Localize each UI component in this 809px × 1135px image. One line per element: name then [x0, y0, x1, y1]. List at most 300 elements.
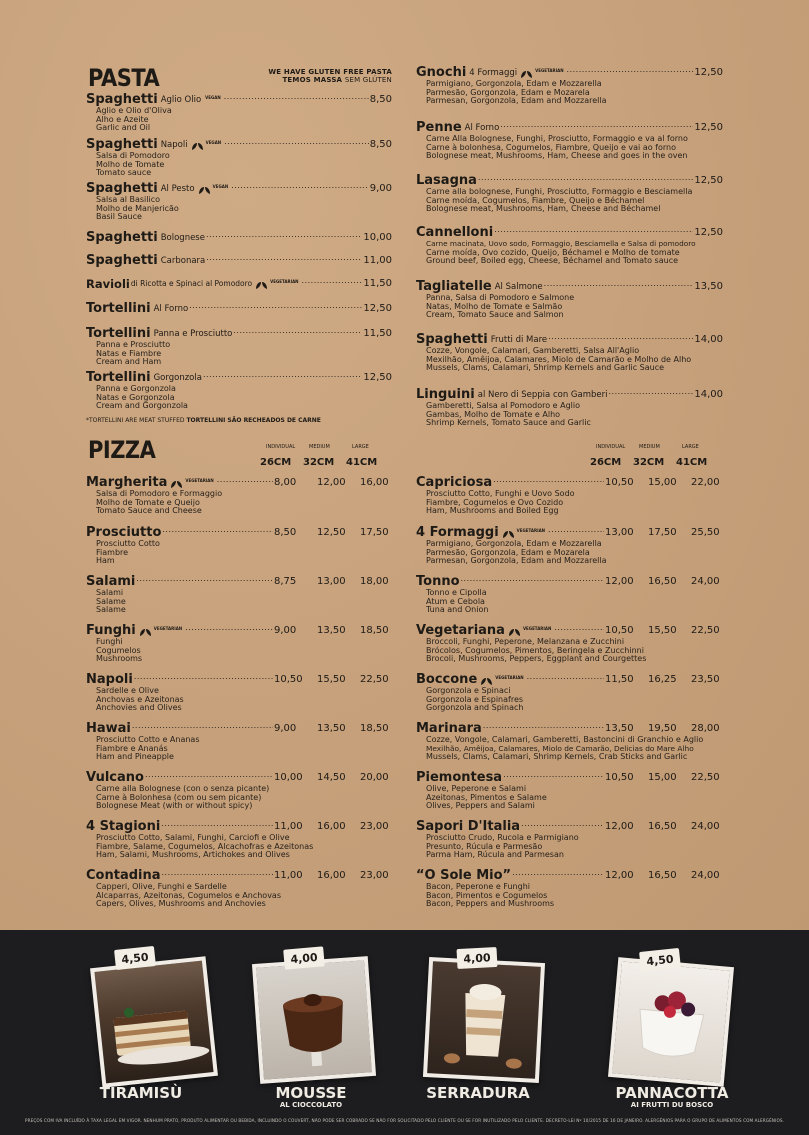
item-sub: al Nero di Seppia con Gamberi [477, 390, 608, 400]
item-desc-3: Mussels, Clams, Calamari, Shrimp Kernels, Crab Sticks and Garlic [426, 752, 688, 762]
item-desc-1: Parmigiano, Gorgonzola, Edam e Mozzarella [426, 539, 602, 548]
item-desc-1: Bacon, Peperone e Funghi [426, 882, 530, 891]
price-medium: 15,50 [317, 674, 346, 685]
item-name: Cannelloni [416, 225, 494, 240]
item-name: Linguini [416, 387, 475, 402]
item-desc-1: Panna e Gorgonzola [96, 384, 176, 393]
price-large: 18,50 [360, 625, 389, 636]
item-name: Tortellini [86, 370, 151, 385]
dot-leader [162, 866, 273, 880]
dot-leader [461, 572, 604, 586]
price-large: 23,00 [360, 870, 389, 881]
item-name: Ravioli [86, 277, 130, 291]
item-name: Napoli [86, 672, 133, 687]
item-desc-1: Panna, Salsa di Pomodoro e Salmone [426, 293, 575, 302]
item-desc-2: Natas, Molho de Tomate e Salmão [426, 301, 563, 311]
item-desc-1: Prosciutto Cotto, Funghi e Uovo Sodo [426, 489, 575, 498]
item-name: Vegetariana [416, 623, 505, 638]
item-sub: Al Forno [464, 123, 500, 133]
pizza-item [416, 869, 723, 909]
item-name: Margherita [86, 475, 168, 490]
item-desc-3: Tomato sauce [96, 168, 152, 178]
leaf-icon [480, 677, 493, 686]
item-sub: Napoli [160, 140, 188, 150]
price-medium: 12,50 [317, 527, 346, 538]
item-name: Hawai [86, 721, 131, 736]
price-large: 23,00 [360, 821, 389, 832]
dot-leader [203, 368, 362, 382]
item-desc-1: Cozze, Vongole, Calamari, Gamberetti, Bastoncini di Granchio e Aglio [426, 735, 704, 744]
price-medium: 13,50 [317, 723, 346, 734]
item-sub: Aglio Olio [160, 95, 202, 105]
item-desc-3: Capers, Olives, Mushrooms and Anchovies [96, 899, 266, 909]
item-desc-1: Sardelle e Olive [96, 686, 159, 695]
pizza-item [86, 722, 392, 762]
item-desc-3: Tuna and Onion [426, 605, 489, 615]
price-medium: 16,50 [648, 870, 677, 881]
item-desc-2: Molho de Tomate e Queijo [96, 497, 200, 507]
item-desc-3: Mushrooms [96, 654, 143, 664]
serradura-image [427, 961, 541, 1078]
item-desc-2: Molho de Tomate [96, 159, 165, 169]
dessert-name: SERRADURA [426, 1084, 530, 1102]
item-desc-2: Natas e Gorgonzola [96, 392, 175, 402]
pizza-item [416, 476, 723, 516]
dot-leader [548, 523, 604, 537]
item-name: Tagliatelle [416, 279, 492, 294]
item-desc-1: Salsa al Basilico [96, 195, 161, 204]
item-price: 13,50 [694, 281, 723, 292]
item-desc-1: Panna e Prosciutto [96, 340, 171, 349]
item-name: Spaghetti [86, 92, 158, 107]
vegan-label: VEGAN [205, 140, 222, 145]
mousse-photo [252, 956, 376, 1084]
price-individual: 8,50 [274, 527, 297, 538]
dot-leader [503, 768, 604, 782]
item-price: 12,50 [694, 122, 723, 133]
item-desc-2: Alcaparras, Azeitonas, Cogumelos e Anchovas [96, 890, 281, 900]
menu-item [86, 327, 392, 367]
item-desc-3: Ground beef, Boiled egg, Cheese, Béchamel and Tomato sauce [426, 256, 679, 266]
item-desc-2: Presunto, Rúcula e Parmesão [426, 841, 543, 851]
dot-leader [132, 719, 273, 733]
price-individual: 12,00 [605, 870, 634, 881]
item-desc-3: Cream and Gorgonzola [96, 401, 188, 411]
item-price: 12,50 [363, 303, 392, 314]
pizza-item [86, 869, 392, 909]
item-name: Spaghetti [86, 230, 158, 245]
dot-leader [145, 768, 273, 782]
item-name: Piemontesa [416, 770, 503, 785]
price-individual: 12,00 [605, 576, 634, 587]
price-medium: 16,50 [648, 821, 677, 832]
pizza-item [416, 820, 723, 860]
dot-leader [544, 277, 694, 291]
dot-leader [206, 251, 362, 265]
menu-item [86, 277, 392, 291]
item-name: Tortellini [86, 326, 151, 341]
dot-leader [478, 171, 693, 185]
item-desc-3: Tomato Sauce and Cheese [96, 506, 202, 516]
price-large: 18,00 [360, 576, 389, 587]
item-desc-3: Garlic and Oil [96, 123, 151, 133]
item-desc-1: Tonno e Cipolla [426, 588, 487, 597]
item-sub: Frutti di Mare [490, 335, 548, 345]
dessert-name: PANNACOTTA [615, 1084, 729, 1102]
price-medium: 16,50 [648, 576, 677, 587]
item-desc-1: Prosciutto Cotto e Ananas [96, 735, 200, 744]
item-desc-1: Carne alla Bolognese (con o senza picante) [96, 784, 270, 793]
item-desc-1: Gamberetti, Salsa al Pomodoro e Aglio [426, 401, 580, 410]
price-large: 24,00 [691, 576, 720, 587]
price-individual: 11,00 [274, 821, 303, 832]
menu-item [86, 138, 392, 178]
dessert-sub: AI FRUTTI DU BOSCO [630, 1101, 714, 1109]
item-desc-3: Mussels, Clams, Calamari, Shrimp Kernels and Garlic Sauce [426, 363, 665, 373]
dessert-name: TIRAMISÙ [99, 1084, 183, 1102]
price-large: 22,50 [691, 625, 720, 636]
price-large: 24,00 [691, 870, 720, 881]
price-medium: 15,50 [648, 625, 677, 636]
price-large: 16,00 [360, 477, 389, 488]
leaf-icon [198, 186, 211, 195]
item-desc-2: Brócolos, Cogumelos, Pimentos, Beringela e Zucchinni [426, 645, 644, 655]
item-price: 11,50 [363, 328, 392, 339]
item-desc-2: Natas e Fiambre [96, 348, 162, 358]
item-price: 14,00 [694, 334, 723, 345]
dot-leader [527, 670, 604, 684]
item-desc-2: Mexilhão, Amêijoa, Calamares, Miolo de Camarão, Delicias do Mare Alho [426, 743, 694, 753]
size-individual: INDIVIDUAL 26CM [590, 444, 626, 468]
item-desc-1: Carne Alla Bolognese, Funghi, Prosciutto, Formaggio e va al forno [426, 134, 688, 143]
item-desc-1: Gorgonzola e Spinaci [426, 686, 511, 695]
item-desc-3: Anchovies and Olives [96, 703, 182, 713]
price-medium: 16,25 [648, 674, 677, 685]
dot-leader [608, 385, 693, 399]
price-large: 28,00 [691, 723, 720, 734]
pizza-item [416, 526, 723, 566]
dot-leader [302, 274, 363, 288]
item-price: 10,00 [363, 232, 392, 243]
pizza-item [416, 673, 723, 713]
vegetarian-label: VEGETARIAN [185, 478, 214, 483]
menu-item [416, 388, 723, 428]
item-desc-1: Prosciutto Crudo, Rucola e Parmigiano [426, 833, 579, 842]
price-individual: 10,50 [605, 772, 634, 783]
item-desc-1: Salsa di Pomodoro [96, 151, 170, 160]
item-desc-2: Carne moída, Ovo cozido, Queijo, Béchamel e Molho de tomate [426, 247, 680, 257]
price-large: 24,00 [691, 821, 720, 832]
item-desc-2: Gambas, Molho de Tomate e Alho [426, 409, 561, 419]
item-sub: Al Salmone [494, 282, 543, 292]
item-desc-2: Parmesão, Gorgonzola, Edam e Mozarela [426, 547, 590, 557]
gluten-free-pt: TEMOS MASSA SEM GLÚTEN [282, 76, 392, 84]
dot-leader [512, 866, 604, 880]
pizza-item [416, 722, 723, 762]
item-desc-3: Olives, Peppers and Salami [426, 801, 535, 811]
price-individual: 13,50 [605, 723, 634, 734]
pizza-item [86, 820, 392, 860]
item-name: Spaghetti [86, 137, 158, 152]
item-name: Salami [86, 574, 136, 589]
pizza-item [86, 771, 392, 811]
dot-leader [134, 670, 273, 684]
price-individual: 10,50 [274, 674, 303, 685]
vegetarian-label: VEGETARIAN [153, 626, 183, 631]
vegetarian-label: VEGETARIAN [516, 528, 546, 533]
size-individual: INDIVIDUAL 26CM [260, 444, 296, 468]
menu-item [86, 254, 392, 268]
price-tag: 4,50 [639, 948, 681, 972]
dot-leader [500, 118, 693, 132]
item-desc-2: Atum e Cebola [426, 596, 485, 606]
price-large: 20,00 [360, 772, 389, 783]
dot-leader [554, 621, 604, 635]
item-desc-3: Ham, Mushrooms and Boiled Egg [426, 506, 559, 516]
menu-item [86, 231, 392, 245]
item-desc-1: Capperi, Olive, Funghi e Sardelle [96, 882, 227, 891]
item-price: 12,50 [694, 227, 723, 238]
dot-leader [162, 523, 273, 537]
item-desc-2: Gorgonzola e Espinafres [426, 694, 524, 704]
item-desc-1: Carne macinata, Uovo sodo, Formaggio, Besciamella e Salsa di pomodoro [426, 239, 696, 248]
item-desc-3: Parma Ham, Rúcula and Parmesan [426, 850, 564, 860]
item-price: 12,50 [694, 175, 723, 186]
item-desc-1: Prosciutto Cotto [96, 539, 160, 548]
pizza-sizes-right [590, 444, 719, 469]
price-medium: 13,00 [317, 576, 346, 587]
item-name: Tortellini [86, 301, 151, 316]
item-price: 11,00 [363, 255, 392, 266]
leaf-icon [520, 70, 533, 79]
pizza-item [86, 575, 392, 615]
price-individual: 9,00 [274, 723, 297, 734]
price-individual: 10,50 [605, 477, 634, 488]
price-individual: 11,50 [605, 674, 634, 685]
pizza-sizes-left [260, 444, 389, 469]
leaf-icon [191, 142, 204, 151]
item-desc-2: Anchovas e Azeitonas [96, 694, 184, 704]
vegetarian-label: VEGETARIAN [270, 279, 299, 284]
item-desc-2: Carne à Bolonhesa (com ou sem picante) [96, 792, 262, 802]
item-name: Prosciutto [86, 525, 162, 540]
item-desc-1: Funghi [96, 637, 123, 646]
price-individual: 8,75 [274, 576, 297, 587]
item-desc-3: Cream, Tomato Sauce and Salmon [426, 310, 564, 320]
dot-leader [136, 572, 273, 586]
item-desc-2: Salame [96, 596, 126, 606]
dot-leader [185, 621, 273, 635]
price-tag: 4,50 [114, 946, 156, 970]
dot-leader [217, 473, 273, 487]
item-desc-2: Mexilhão, Amêijoa, Calamares, Miolo de Camarão e Molho de Alho [426, 354, 692, 364]
item-desc-3: Gorgonzola and Spinach [426, 703, 524, 713]
dot-leader [233, 324, 362, 338]
price-individual: 13,00 [605, 527, 634, 538]
item-sub: Carbonara [160, 256, 206, 266]
pannacotta-image [612, 962, 729, 1083]
item-price: 11,50 [363, 278, 392, 289]
price-medium: 15,00 [648, 772, 677, 783]
dessert-name: MOUSSE [275, 1084, 347, 1102]
desserts-band [0, 930, 809, 1135]
item-name: Gnochi [416, 65, 467, 80]
item-name: Spaghetti [416, 332, 488, 347]
item-name: Vulcano [86, 770, 144, 785]
item-name: Spaghetti [86, 181, 158, 196]
price-medium: 15,00 [648, 477, 677, 488]
menu-item [86, 182, 392, 222]
dot-leader [224, 135, 369, 149]
item-price: 14,00 [694, 389, 723, 400]
item-desc-2: Fiambre e Ananás [96, 743, 168, 753]
price-large: 22,00 [691, 477, 720, 488]
mousse-image [256, 960, 372, 1079]
item-name: Contadina [86, 868, 161, 883]
menu-item [416, 121, 723, 161]
dot-leader [494, 223, 693, 237]
price-medium: 14,50 [317, 772, 346, 783]
pizza-item [416, 575, 723, 615]
price-large: 22,50 [360, 674, 389, 685]
item-desc-2: Fiambre, Salame, Cogumelos, Alcachofras e Azeitonas [96, 841, 314, 851]
item-desc-3: Parmesan, Gorgonzola, Edam and Mozzarella [426, 556, 607, 566]
price-individual: 11,00 [274, 870, 303, 881]
dot-leader [224, 90, 369, 104]
price-medium: 13,50 [317, 625, 346, 636]
menu-item [86, 302, 392, 316]
dot-leader [483, 719, 604, 733]
item-desc-1: Olive, Peperone e Salami [426, 784, 527, 793]
vegan-label: VEGAN [205, 95, 221, 100]
leaf-icon [508, 628, 521, 637]
item-name: Tonno [416, 574, 460, 589]
price-large: 18,50 [360, 723, 389, 734]
item-desc-2: Parmesão, Gorgonzola, Edam e Mozarela [426, 87, 590, 97]
item-desc-3: Bacon, Peppers and Mushrooms [426, 899, 555, 909]
item-desc-1: Broccoli, Funghi, Peperone, Melanzana e Zucchini [426, 637, 625, 646]
item-desc-2: Carne moída, Cogumelos, Fiambre, Queijo e Béchamel [426, 195, 645, 205]
item-desc-3: Bolognese Meat (with or without spicy) [96, 801, 253, 811]
serradura-photo [423, 957, 545, 1083]
pizza-item [86, 624, 392, 664]
price-tag: 4,00 [283, 946, 325, 969]
item-desc-3: Ham [96, 556, 115, 566]
item-sub: Gorgonzola [153, 373, 202, 383]
dot-leader [231, 179, 369, 193]
item-desc-3: Brocoli, Mushrooms, Peppers, Eggplant and Courgettes [426, 654, 647, 664]
gluten-free-en: WE HAVE GLUTEN FREE PASTA [268, 68, 392, 76]
menu-item [86, 371, 392, 411]
gluten-free-note [268, 68, 392, 84]
tiramisu-image [94, 961, 213, 1084]
item-name: Boccone [416, 672, 478, 687]
price-medium: 16,00 [317, 821, 346, 832]
pizza-title: PIZZA [88, 436, 156, 464]
item-desc-2: Cogumelos [96, 645, 141, 655]
item-desc-2: Azeitonas, Pimentos e Salame [426, 792, 547, 802]
pizza-item [86, 673, 392, 713]
leaf-icon [255, 281, 268, 290]
tiramisu-photo [90, 956, 218, 1087]
pizza-item [416, 624, 723, 664]
price-medium: 12,00 [317, 477, 346, 488]
vegetarian-label: VEGETARIAN [495, 675, 524, 680]
item-desc-2: Fiambre, Cogumelos e Ovo Cozido [426, 497, 564, 507]
item-sub: 4 Formaggi [469, 68, 518, 78]
item-name: 4 Stagioni [86, 819, 161, 834]
item-desc-3: Shrimp Kernels, Tomato Sauce and Garlic [426, 418, 591, 428]
pannacotta-photo [608, 957, 734, 1087]
item-price: 8,50 [369, 94, 392, 105]
legal-footer: PREÇOS COM IVA INCLUÍDO À TAXA LEGAL EM VIGOR. NENHUM PRATO, PRODUTO ALIMENTAR OU BEBIDA, INCLUINDO O COUVERT, NÃO PODE SER COBRADO SE NÃO FOR SOLICITADO PELO CLIENTE OU SE FOR INUTILIZADO PELO CLIENTE. DECRETO-LEI Nº 10/2015 DE 16 DE JANEIRO. ALERGÉNIOS PARA O GRUPO DE ALIMENTOS COM ALERGÉNIOS. [24, 1118, 785, 1123]
price-individual: 12,00 [605, 821, 634, 832]
item-price: 9,00 [369, 183, 392, 194]
price-individual: 8,00 [274, 477, 297, 488]
item-name: Lasagna [416, 173, 477, 188]
item-sub: di Ricotta e Spinaci al Pomodoro [130, 279, 253, 288]
item-desc-2: Molho de Manjericão [96, 203, 179, 213]
item-desc-1: Carne alla bolognese, Funghi, Prosciutto, Formaggio e Besciamella [426, 187, 693, 196]
price-medium: 16,00 [317, 870, 346, 881]
price-individual: 10,00 [274, 772, 303, 783]
item-sub: Al Forno [153, 304, 189, 314]
item-name: Penne [416, 120, 462, 135]
dot-leader [161, 817, 273, 831]
item-name: 4 Formaggi [416, 525, 499, 540]
price-medium: 19,50 [648, 723, 677, 734]
item-sub: Panna e Prosciutto [153, 329, 233, 339]
item-price: 12,50 [694, 67, 723, 78]
dot-leader [521, 817, 604, 831]
item-desc-2: Carne à bolonhesa, Cogumelos, Fiambre, Queijo e vai ao forno [426, 142, 676, 152]
dessert-sub: AL CIOCCOLATO [279, 1101, 343, 1109]
item-desc-3: Bolognese meat, Mushrooms, Ham, Cheese and Béchamel [426, 204, 661, 214]
item-desc-1: Parmigiano, Gorgonzola, Edam e Mozzarella [426, 79, 602, 88]
price-large: 17,50 [360, 527, 389, 538]
menu-item [416, 333, 723, 373]
item-desc-3: Salame [96, 605, 126, 615]
item-desc-3: Ham and Pineapple [96, 752, 174, 762]
price-large: 22,50 [691, 772, 720, 783]
item-name: Spaghetti [86, 253, 158, 268]
item-desc-1: Salsa di Pomodoro e Formaggio [96, 489, 223, 498]
item-price: 8,50 [369, 139, 392, 150]
dot-leader [206, 228, 362, 242]
dot-leader [548, 330, 693, 344]
item-desc-3: Basil Sauce [96, 212, 142, 222]
price-medium: 17,50 [648, 527, 677, 538]
item-desc-1: Salami [96, 588, 124, 597]
pizza-item [86, 476, 392, 516]
price-large: 23,50 [691, 674, 720, 685]
leaf-icon [139, 628, 152, 637]
menu-item [416, 226, 723, 266]
item-desc-1: Prosciutto Cotto, Salami, Funghi, Carciofi e Olive [96, 833, 290, 842]
dot-leader [567, 63, 694, 77]
item-sub: Bolognese [160, 233, 205, 243]
item-desc-2: Bacon, Pimentos e Cogumelos [426, 890, 548, 900]
price-individual: 9,00 [274, 625, 297, 636]
menu-item [86, 93, 392, 133]
menu-item [416, 174, 723, 214]
item-desc-2: Alho e Azeite [96, 114, 149, 124]
size-large: LARGE 41CM [346, 444, 378, 468]
vegetarian-label: VEGETARIAN [535, 68, 564, 73]
item-desc-3: Cream and Ham [96, 357, 162, 367]
leaf-icon [502, 530, 515, 539]
item-name: “O Sole Mio” [416, 868, 512, 883]
